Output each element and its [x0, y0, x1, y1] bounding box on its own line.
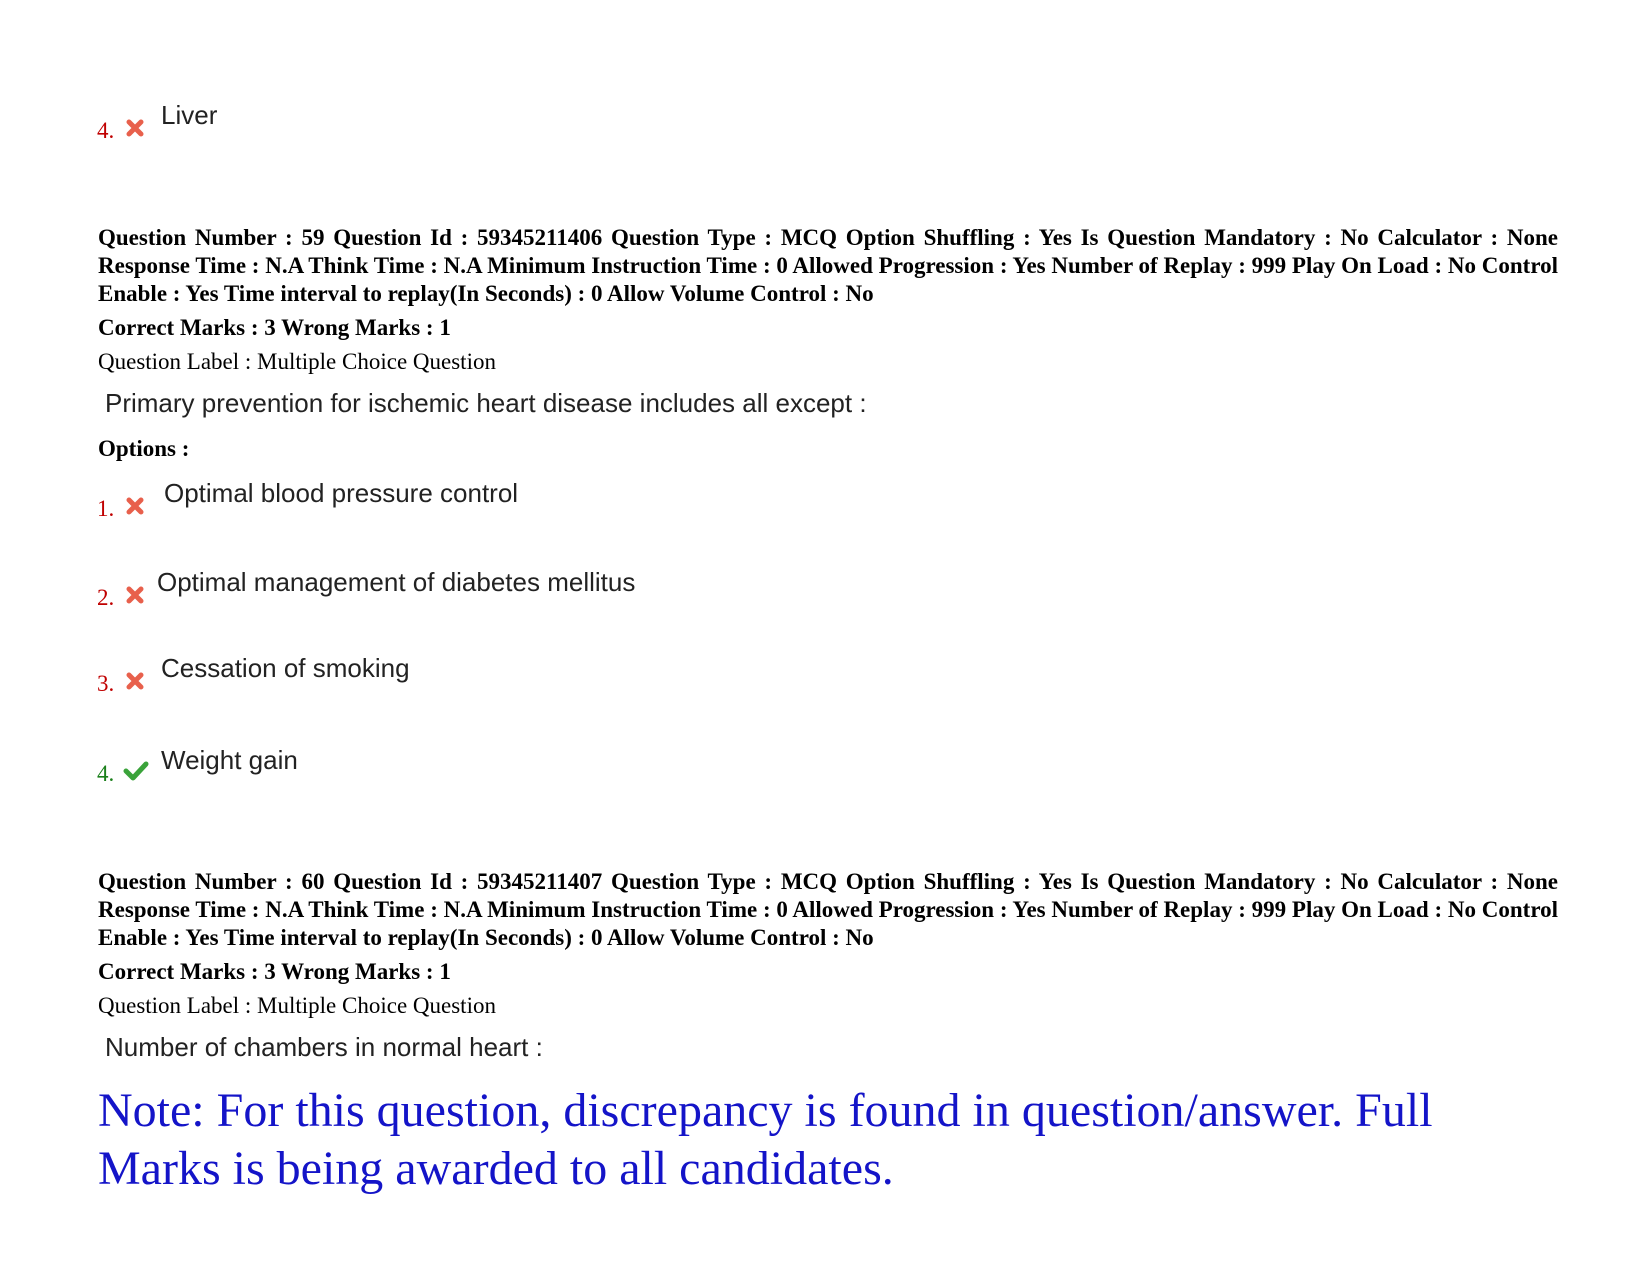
option-text: Liver: [161, 100, 218, 130]
discrepancy-note: Note: For this question, discrepancy is found in question/answer. Full Marks is being awarded to all candidates.: [98, 1084, 1433, 1195]
cross-icon: [124, 495, 146, 517]
option-text: Weight gain: [161, 745, 298, 775]
question-60-text: Number of chambers in normal heart :: [105, 1032, 543, 1062]
option-number: 4.: [97, 118, 115, 143]
question-59-label: Question Label : Multiple Choice Question: [98, 349, 496, 374]
check-icon: [123, 760, 149, 782]
cross-icon: [124, 584, 146, 606]
option-number: 4.: [97, 761, 115, 786]
cross-icon: [124, 117, 146, 139]
option-text: Optimal blood pressure control: [164, 478, 519, 508]
option-text: Cessation of smoking: [161, 653, 410, 683]
question-59-text: Primary prevention for ischemic heart disease includes all except :: [105, 388, 867, 418]
option-number: 1.: [97, 496, 115, 521]
cross-icon: [124, 670, 146, 692]
question-59-marks: Correct Marks : 3 Wrong Marks : 1: [98, 315, 451, 340]
option-number: 3.: [97, 671, 115, 696]
question-60-marks: Correct Marks : 3 Wrong Marks : 1: [98, 959, 451, 984]
question-60-label: Question Label : Multiple Choice Question: [98, 993, 496, 1018]
option-number: 2.: [97, 585, 115, 610]
options-heading: Options :: [98, 436, 190, 461]
option-text: Optimal management of diabetes mellitus: [157, 567, 636, 597]
question-60-meta: Question Number : 60 Question Id : 59345211407 Question Type : MCQ Option Shuffling : Yes Is Question Mandatory : No Calculator : None Response Time : N.A Think Time : N.A Minimum Instruction Time : 0 Allowed Progression : Yes Number of Replay : 999 Play On Load : No Control Enable : Yes Time interval to replay(In Seconds) : 0 Allow Volume Control : No: [98, 869, 1558, 950]
question-59-meta: Question Number : 59 Question Id : 59345211406 Question Type : MCQ Option Shuffling : Yes Is Question Mandatory : No Calculator : None Response Time : N.A Think Time : N.A Minimum Instruction Time : 0 Allowed Progression : Yes Number of Replay : 999 Play On Load : No Control Enable : Yes Time interval to replay(In Seconds) : 0 Allow Volume Control : No: [98, 225, 1558, 306]
